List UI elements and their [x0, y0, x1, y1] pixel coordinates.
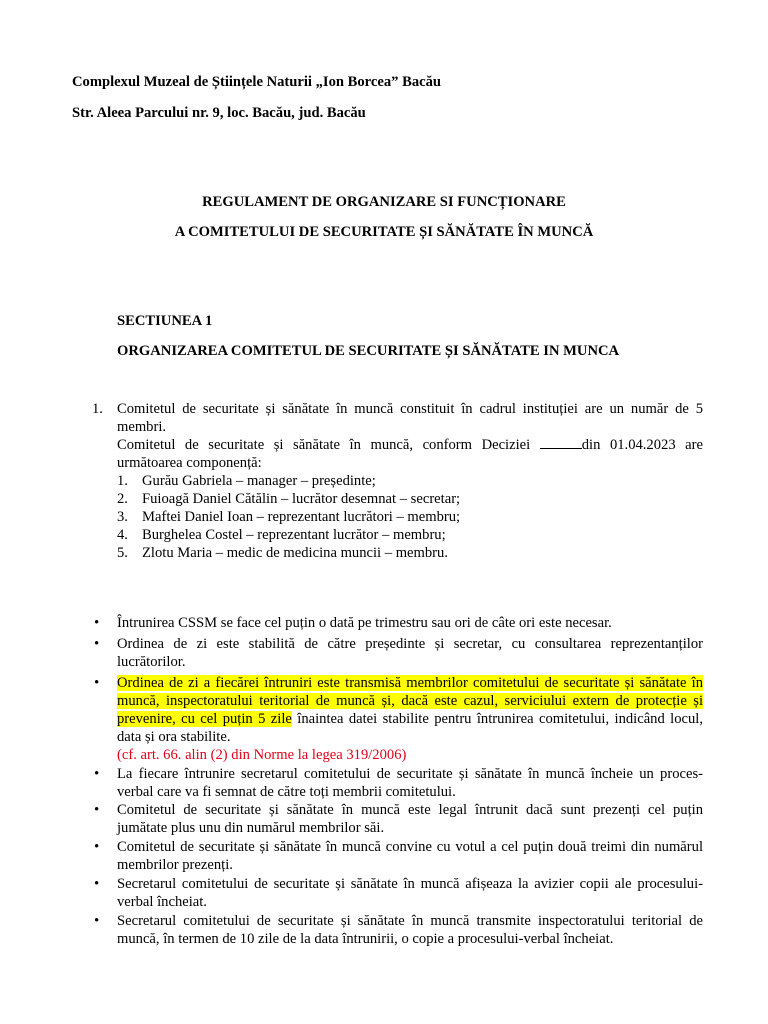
member-text: Gurău Gabriela – manager – președinte;: [142, 473, 376, 489]
bullet-icon: •: [94, 766, 100, 782]
bullet-icon: •: [94, 802, 100, 818]
bullet-icon: •: [94, 913, 100, 929]
member-item: [117, 472, 703, 490]
point-1-line: membri.: [117, 419, 167, 435]
legal-reference: (cf. art. 66. alin (2) din Norme la legea 319/2006): [117, 747, 407, 763]
bullet-line: [117, 674, 703, 692]
bullet-line: jumătate plus unu din numărul membrilor săi.: [117, 820, 385, 836]
bullet-item: [94, 838, 703, 874]
bullet-line: La fiecare întrunire secretarul comitetului de securitate și sănătate în muncă încheie un proces-: [117, 766, 703, 782]
bullet-line: Secretarul comitetului de securitate și sănătate în muncă afișeaza la avizier copii ale procesului-: [117, 876, 703, 892]
member-text: Maftei Daniel Ioan – reprezentant lucrători – membru;: [142, 509, 461, 525]
point-1-decision-line: [117, 436, 703, 454]
highlighted-text: Ordinea de zi a fiecărei întruniri este transmisă membrilor comitetului de securitate și sănătate în: [117, 675, 703, 691]
decision-number-blank: [540, 436, 582, 449]
member-text: Burghelea Costel – reprezentant lucrător – membru;: [142, 527, 446, 543]
member-item: [117, 508, 703, 526]
bullet-line: Comitetul de securitate și sănătate în muncă convine cu votul a cel puțin două treimi din numărul: [117, 839, 703, 855]
bullet-icon: •: [94, 615, 100, 631]
bullet-line: data și ora stabilite.: [117, 729, 231, 745]
institution-name: Complexul Muzeal de Științele Naturii „Ion Borcea” Bacău: [72, 74, 442, 90]
member-number: 2.: [117, 491, 128, 507]
bullet-line: Secretarul comitetului de securitate și sănătate în muncă transmite inspectoratului teritorial de: [117, 913, 703, 929]
highlighted-text: prevenire, cu cel puțin 5 zile: [117, 711, 292, 727]
bullet-line: Întrunirea CSSM se face cel puțin o dată pe trimestru sau ori de câte ori este necesar.: [117, 615, 612, 631]
bullet-item-highlighted: [94, 674, 703, 764]
bullet-line: verbal încheiat.: [117, 894, 207, 910]
bullet-icon: •: [94, 876, 100, 892]
member-text: Zlotu Maria – medic de medicina muncii – membru.: [142, 545, 448, 561]
member-text: Fuioagă Daniel Cătălin – lucrător desemnat – secretar;: [142, 491, 461, 507]
institution-address: Str. Aleea Parcului nr. 9, loc. Bacău, jud. Bacău: [72, 105, 366, 121]
point-1-line: următoarea componență:: [117, 455, 262, 471]
member-item: [117, 490, 703, 508]
bullet-line: Ordinea de zi este stabilită de către președinte și secretar, cu consultarea reprezentanților: [117, 636, 703, 652]
highlighted-text: muncă, inspectoratului teritorial de muncă și, dacă este cazul, serviciului extern de protecție și: [117, 693, 703, 709]
bullet-line: Comitetul de securitate și sănătate în muncă este legal întrunit dacă sunt prezenți cel puțin: [117, 802, 703, 818]
decision-text: Comitetul de securitate și sănătate în muncă, conform Deciziei: [117, 437, 531, 453]
bullet-line: lucrătorilor.: [117, 654, 186, 670]
bullet-text: înaintea datei stabilite pentru întrunirea comitetului, indicând locul,: [297, 711, 703, 727]
document-title-line2: A COMITETULUI DE SECURITATE ȘI SĂNĂTATE ÎN MUNCĂ: [174, 224, 594, 240]
point-number: 1.: [92, 401, 103, 417]
bullet-item: [94, 635, 703, 671]
bullet-line: [117, 692, 703, 710]
document-title-line1: REGULAMENT DE ORGANIZARE SI FUNCȚIONARE: [202, 194, 566, 210]
point-1-body: [117, 400, 703, 562]
member-number: 4.: [117, 527, 128, 543]
members-list: [117, 472, 703, 562]
decision-date-text: din 01.04.2023 are: [581, 437, 703, 453]
bullet-item: [94, 801, 703, 837]
member-item: [117, 544, 703, 562]
bullet-item: [94, 614, 703, 632]
member-item: [117, 526, 703, 544]
bullet-item: [94, 765, 703, 801]
member-number: 3.: [117, 509, 128, 525]
bullet-item: [94, 875, 703, 911]
bullet-item: [94, 912, 703, 948]
bullet-icon: •: [94, 839, 100, 855]
point-1-line: Comitetul de securitate și sănătate în muncă constituit în cadrul instituției are un număr de 5: [117, 401, 703, 417]
bullet-line: membrilor prezenți.: [117, 857, 233, 873]
bullet-line: verbal care va fi semnat de către toți membrii comitetului.: [117, 784, 456, 800]
bullet-icon: •: [94, 675, 100, 691]
member-number: 5.: [117, 545, 128, 561]
bullet-line: [117, 710, 703, 728]
section-label: SECTIUNEA 1: [117, 313, 213, 329]
member-number: 1.: [117, 473, 128, 489]
bullet-icon: •: [94, 636, 100, 652]
bullet-line: muncă, în termen de 10 zile de la data întrunirii, o copie a procesului-verbal încheiat.: [117, 931, 614, 947]
section-heading: ORGANIZAREA COMITETUL DE SECURITATE ȘI SĂNĂTATE IN MUNCA: [117, 343, 620, 359]
